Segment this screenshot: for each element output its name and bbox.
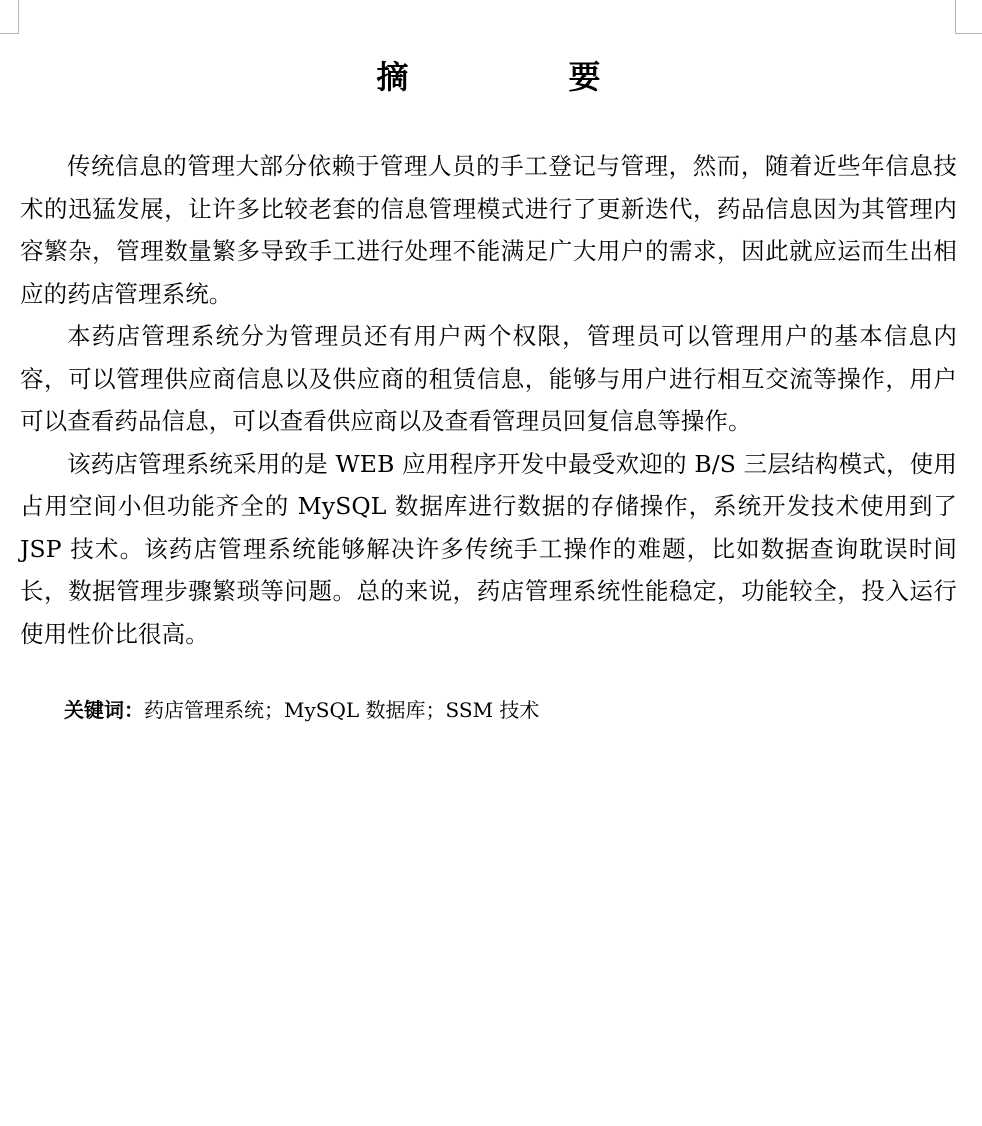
abstract-paragraph-2: 本药店管理系统分为管理员还有用户两个权限，管理员可以管理用户的基本信息内容，可以管理供应商信息以及供应商的租赁信息，能够与用户进行相互交流等操作，用户可以查看药品信息，可以查看供应商以及查看管理员回复信息等操作。: [20, 322, 957, 435]
abstract-title: 摘 要: [376, 58, 665, 96]
abstract-body: [20, 145, 957, 655]
keywords-text: 药店管理系统；MySQL 数据库；SSM 技术: [144, 698, 540, 722]
abstract-paragraph-1: 传统信息的管理大部分依赖于管理人员的手工登记与管理，然而，随着近些年信息技术的迅猛发展，让许多比较老套的信息管理模式进行了更新迭代，药品信息因为其管理内容繁杂，管理数量繁多导致手工进行处理不能满足广大用户的需求，因此就应运而生出相应的药店管理系统。: [20, 152, 957, 308]
keywords-line: [64, 695, 944, 725]
abstract-paragraph-3: 该药店管理系统采用的是 WEB 应用程序开发中最受欢迎的 B/S 三层结构模式，使用占用空间小但功能齐全的 MySQL 数据库进行数据的存储操作，系统开发技术使用到了 JSP 技术。该药店管理系统能够解决许多传统手工操作的难题，比如数据查询耽误时间长，数据管理步骤繁琐等问题。总的来说，药店管理系统性能稳定，功能较全，投入运行使用性价比很高。: [20, 449, 957, 648]
page-corner-mark-left: [0, 0, 19, 34]
page-corner-mark-right: [955, 0, 982, 34]
keywords-label: 关键词：: [64, 698, 144, 722]
